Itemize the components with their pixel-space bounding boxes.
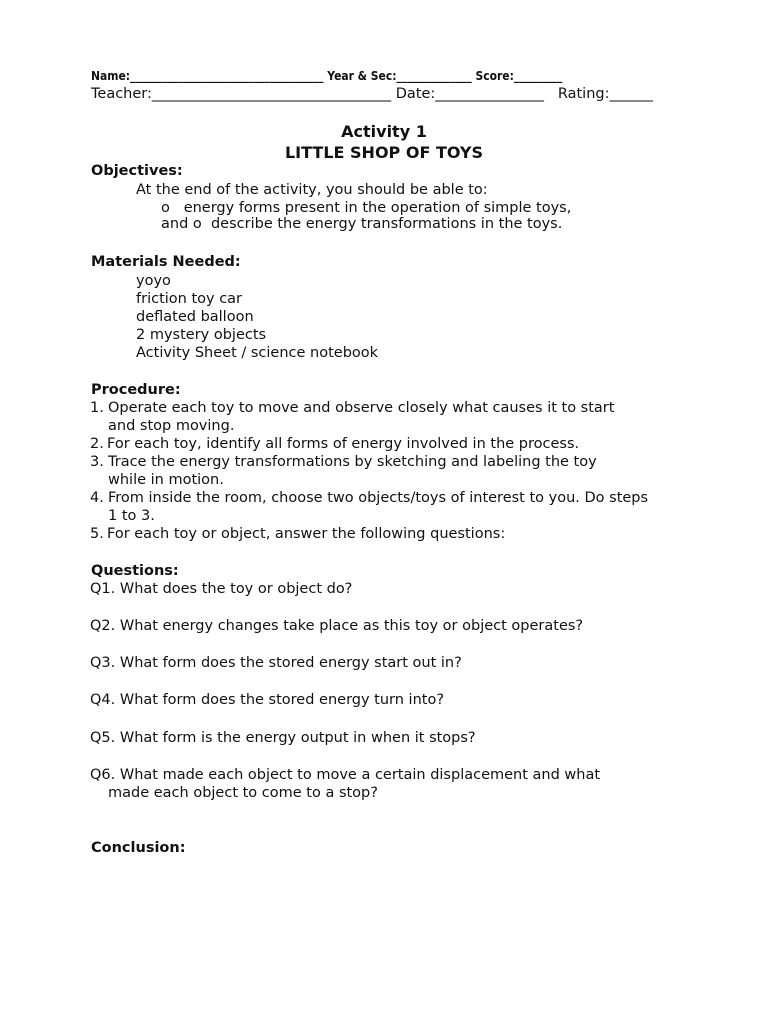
procedure-step-text: and stop moving. <box>108 418 235 434</box>
material-item: friction toy car <box>136 291 243 307</box>
procedure-step-number: 1. <box>90 400 104 416</box>
question-item: Q1. What does the toy or object do? <box>90 581 353 597</box>
material-item: yoyo <box>136 273 171 289</box>
question-item: Q3. What form does the stored energy start out in? <box>90 655 462 671</box>
material-item: deflated balloon <box>136 309 254 325</box>
question-item: Q2. What energy changes take place as this toy or object operates? <box>90 618 584 634</box>
procedure-step-number: 4. <box>90 490 104 506</box>
materials-heading: Materials Needed: <box>91 254 241 270</box>
objective-item-1: o energy forms present in the operation of simple toys, <box>161 200 572 216</box>
procedure-step-text: For each toy, identify all forms of energy involved in the process. <box>107 436 580 452</box>
header-name-year-score: Name:____________________________________ Year & Sec:______________ Score:_________ <box>91 68 563 83</box>
question-item: Q4. What form does the stored energy turn into? <box>90 692 445 708</box>
question-item: Q6. What made each object to move a certain displacement and what <box>90 767 601 783</box>
conclusion-heading: Conclusion: <box>91 840 186 856</box>
question-item-continuation: made each object to come to a stop? <box>108 785 378 801</box>
procedure-step-number: 5. <box>90 526 104 542</box>
activity-number: Activity 1 <box>341 122 427 141</box>
procedure-step-number: 3. <box>90 454 104 470</box>
header-teacher-date-rating: Teacher:_________________________________ Date:_______________ Rating:______ <box>91 86 653 102</box>
material-item: Activity Sheet / science notebook <box>136 345 379 361</box>
questions-heading: Questions: <box>91 563 179 579</box>
objective-item-2: and o describe the energy transformations in the toys. <box>161 216 563 232</box>
procedure-step-text: Operate each toy to move and observe closely what causes it to start <box>108 400 615 416</box>
procedure-step-text: From inside the room, choose two objects/toys of interest to you. Do steps <box>108 490 649 506</box>
procedure-step-text: while in motion. <box>108 472 224 488</box>
procedure-step-text: For each toy or object, answer the following questions: <box>107 526 506 542</box>
objectives-heading: Objectives: <box>91 163 183 179</box>
procedure-step-text: Trace the energy transformations by sketching and labeling the toy <box>108 454 597 470</box>
material-item: 2 mystery objects <box>136 327 267 343</box>
activity-title: LITTLE SHOP OF TOYS <box>284 143 483 162</box>
procedure-step-text: 1 to 3. <box>108 508 155 524</box>
procedure-heading: Procedure: <box>91 382 181 398</box>
objectives-intro: At the end of the activity, you should be able to: <box>136 182 488 198</box>
question-item: Q5. What form is the energy output in when it stops? <box>90 730 476 746</box>
procedure-step-number: 2. <box>90 436 104 452</box>
